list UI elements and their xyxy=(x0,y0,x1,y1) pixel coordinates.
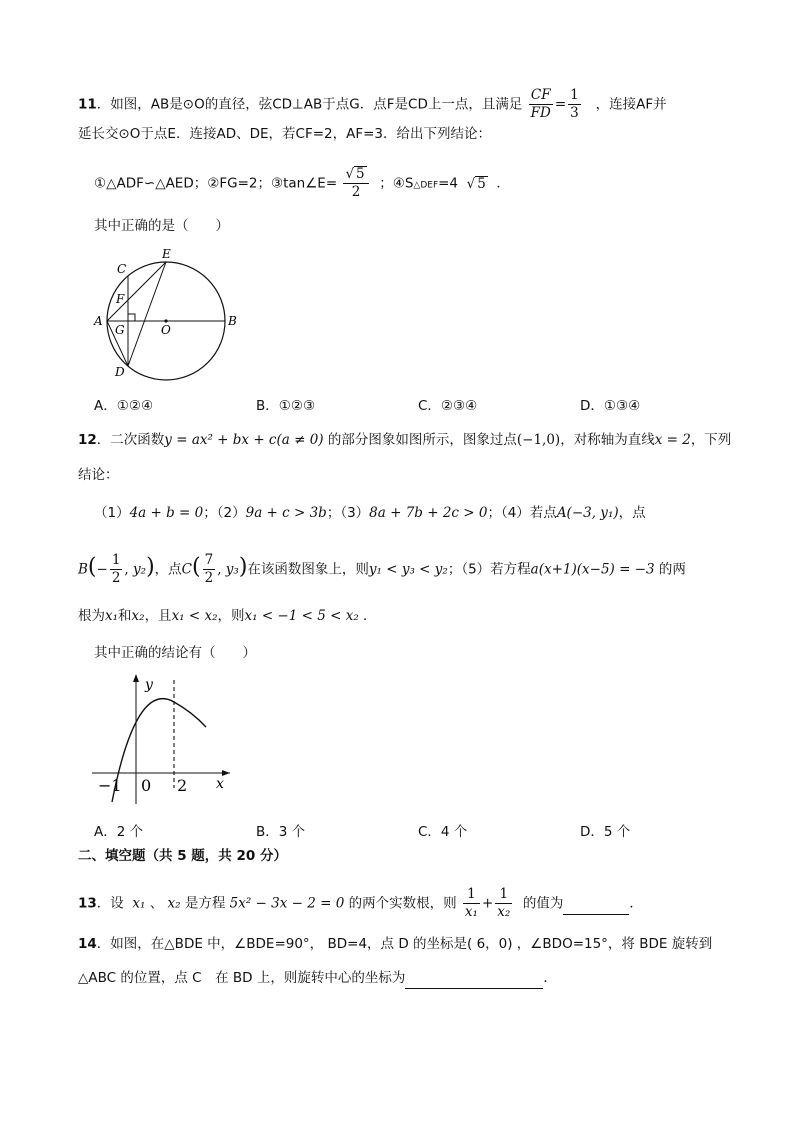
svg-text:D: D xyxy=(115,365,125,379)
q14-line2: △ABC 的位置，点 C 在 BD 上，则旋转中心的坐标为 ． xyxy=(78,968,557,989)
q11-option-a: A．①②④ xyxy=(94,398,154,414)
q11-option-c: C．②③④ xyxy=(418,398,478,414)
svg-text:2: 2 xyxy=(177,776,188,795)
q12-line4: B(− $\frac{1}{2}$ , y₂)，点C( $\frac{7}{2}$ , y₃)在该函数图象上，则y₁ < y₃ < y₂；（5）若方程a(x+1)(x−5) = −3 的两 xyxy=(78,552,686,586)
svg-text:E: E xyxy=(162,247,171,261)
q12-line5: 根为x₁和x₂，且x₁ < x₂，则x₁ < −1 < 5 < x₂ ． xyxy=(78,608,377,624)
q12-option-c: C．4 个 xyxy=(418,824,468,840)
q12-line1: 12．二次函数y = ax² + bx + c(a ≠ 0) 的部分图象如图所示，图象过点(−1,0)，对称轴为直线x = 2，下列 xyxy=(78,432,732,448)
svg-text:A: A xyxy=(94,314,103,328)
q12-option-d: D．5 个 xyxy=(580,824,631,840)
q14-number: 14 xyxy=(78,936,97,952)
svg-text:0: 0 xyxy=(141,776,152,795)
q12-option-a: A．2 个 xyxy=(94,824,144,840)
q13-number: 13 xyxy=(78,895,97,912)
svg-text:B: B xyxy=(228,314,237,328)
q11-line2: 延长交⊙O于点E．连接AD、DE，若CF=2，AF=3．给出下列结论： xyxy=(78,126,492,142)
q12-line3: （1）4a + b = 0；（2）9a + c > 3b；（3）8a + 7b + 2c > 0；（4）若点A(−3, y₁)，点 xyxy=(94,505,646,521)
q11-prompt: 其中正确的是（ ） xyxy=(94,218,229,234)
q11-circle-figure xyxy=(90,244,250,386)
q11-line1: 11．如图，AB是⊙O的直径，弦CD⊥AB于点G．点F是CD上一点，且满足 $\frac{CF}{FD}$ = $\frac{1}{3}$ ，连接AF并 xyxy=(78,87,667,121)
q11-ratio-fraction: $\frac{CF}{FD}$ xyxy=(530,87,551,121)
svg-text:y: y xyxy=(145,677,153,693)
q14-answer-blank xyxy=(405,968,543,989)
q11-option-b: B．①②③ xyxy=(256,398,316,414)
svg-text:−1: −1 xyxy=(98,776,122,795)
q12-prompt: 其中正确的结论有（ ） xyxy=(94,645,256,661)
q14-line1: 14．如图，在△BDE 中，∠BDE=90°， BD=4，点 D 的坐标是( 6，0) ，∠BDO=15°，将 BDE 旋转到 xyxy=(78,936,713,952)
q12-parabola-graph xyxy=(92,670,238,804)
q12-line2: 结论： xyxy=(78,467,119,483)
svg-text:G: G xyxy=(115,323,125,337)
q12-option-b: B．3 个 xyxy=(256,824,306,840)
svg-text:F: F xyxy=(116,292,125,306)
svg-text:x: x xyxy=(216,776,224,792)
q11-number: 11 xyxy=(78,96,97,113)
q13-line: 13．设 x₁ 、 x₂ 是方程 5x² − 3x − 2 = 0 的两个实数根，则 $\frac{1}{\text{x₁}}$ + $\frac{1}{\text{x₂}}$ 的值为 ． xyxy=(78,886,643,920)
section-heading: 二、填空题（共 5 题，共 20 分） xyxy=(78,848,287,864)
svg-text:C: C xyxy=(117,262,127,276)
q11-conclusions: ①△ADF∽△AED；②FG=2；③tan∠E= $\frac{√ 5}{2}$ ；④S△DEF=4 √ 5 ． xyxy=(94,166,510,200)
q11-option-d: D．①③④ xyxy=(580,398,641,414)
svg-text:O: O xyxy=(161,323,171,337)
q13-answer-blank xyxy=(563,894,629,915)
q12-number: 12 xyxy=(78,432,97,448)
